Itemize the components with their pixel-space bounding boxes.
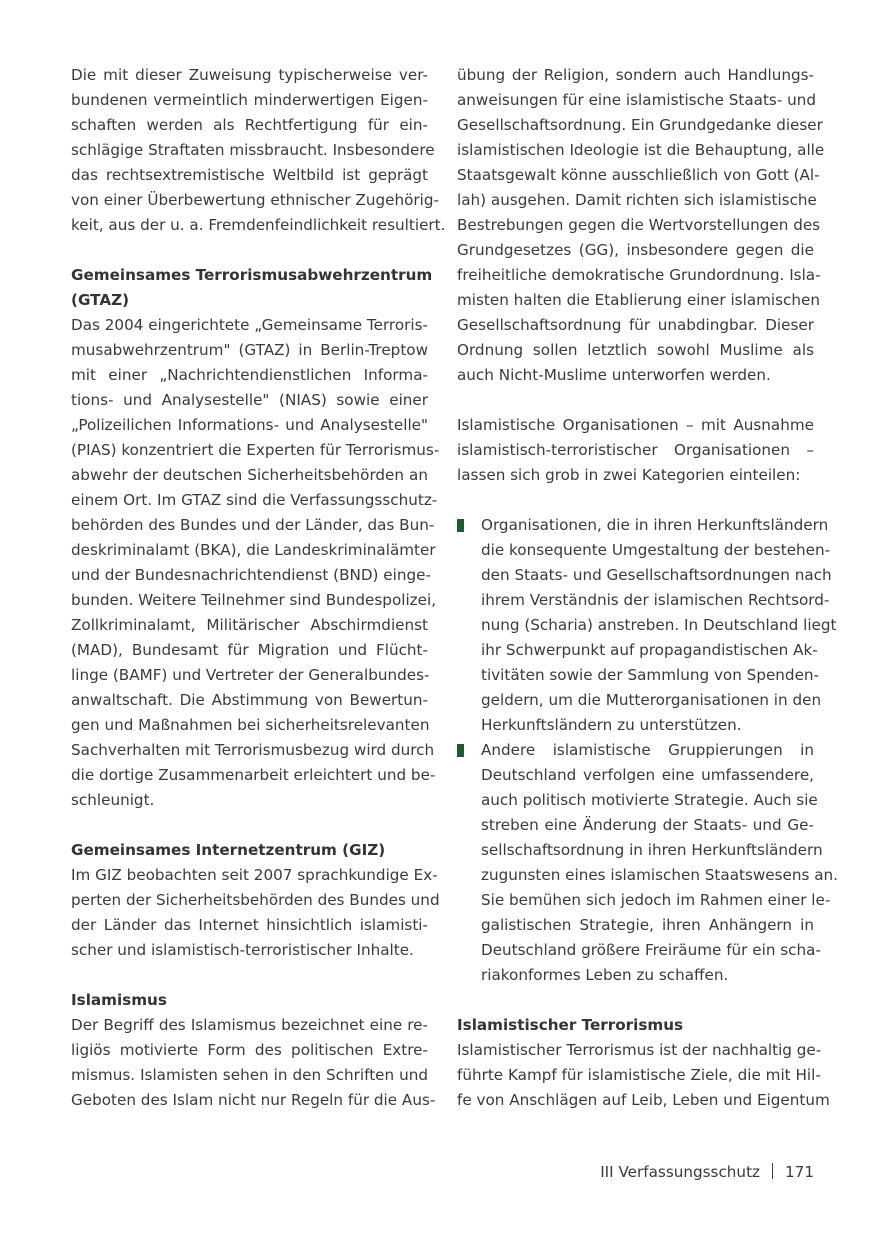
text-line: streben eine Änderung der Staats- und Ge- (481, 816, 814, 834)
text-line: schaften werden als Rechtfertigung für ein- (71, 116, 428, 134)
categories-paragraph (457, 413, 814, 488)
text-line: schleunigt. (71, 791, 155, 809)
text-line: Andere islamistische Gruppierungen in (481, 741, 814, 759)
text-line: linge (BAMF) und Vertreter der Generalbundes- (71, 666, 430, 684)
text-line: auch politisch motivierte Strategie. Auch sie (481, 791, 818, 809)
spacer (457, 988, 814, 1013)
text-line: die konsequente Umgestaltung der bestehen- (481, 541, 831, 559)
footer-divider (772, 1163, 773, 1179)
text-line: (MAD), Bundesamt für Migration und Flücht- (71, 641, 428, 659)
text-line: Herkunftsländern zu unterstützen. (481, 716, 742, 734)
text-line: bunden. Weitere Teilnehmer sind Bundespolizei, (71, 591, 437, 609)
section-heading: Gemeinsames Terrorismusabwehrzentrum (71, 266, 433, 284)
text-line: Im GIZ beobachten seit 2007 sprachkundige Ex- (71, 866, 438, 884)
text-line: und der Bundesnachrichtendienst (BND) einge- (71, 566, 431, 584)
page-number: 171 (785, 1163, 814, 1181)
text-line: Islamistischer Terrorismus ist der nachhaltig ge- (457, 1041, 822, 1059)
text-line: anwaltschaft. Die Abstimmung von Bewertun- (71, 691, 428, 709)
square-bullet-icon (457, 744, 464, 757)
section-heading: Islamistischer Terrorismus (457, 1016, 684, 1034)
text-line: bundenen vermeintlich minderwertigen Eigen- (71, 91, 428, 109)
text-line: „Polizeilichen Informations- und Analysestelle" (71, 416, 428, 434)
text-line: scher und islamistisch-terroristischer Inhalte. (71, 941, 414, 959)
section-heading: Gemeinsames Internetzentrum (GIZ) (71, 841, 386, 859)
text-line: Das 2004 eingerichtete „Gemeinsame Terroris- (71, 316, 428, 334)
text-line: Organisationen, die in ihren Herkunftsländern (481, 516, 829, 534)
text-line: islamistischen Ideologie ist die Behauptung, alle (457, 141, 825, 159)
text-line: gen und Maßnahmen bei sicherheitsrelevanten (71, 716, 430, 734)
text-line: führte Kampf für islamistische Ziele, die mit Hil- (457, 1066, 821, 1084)
text-line: übung der Religion, sondern auch Handlungs- (457, 66, 814, 84)
text-line: geldern, um die Mutterorganisationen in den (481, 691, 822, 709)
text-line: fe von Anschlägen auf Leib, Leben und Eigentum (457, 1091, 830, 1109)
bullet-item (481, 513, 837, 738)
text-line: Gesellschaftsordnung. Ein Grundgedanke dieser (457, 116, 823, 134)
text-line: Geboten des Islam nicht nur Regeln für die Aus- (71, 1091, 436, 1109)
spacer (457, 488, 814, 513)
text-line: ihrem Verständnis der islamischen Rechtsord- (481, 591, 830, 609)
terrorismus-section (457, 1013, 830, 1113)
text-line: behörden des Bundes und der Länder, das Bun- (71, 516, 435, 534)
text-line: deskriminalamt (BKA), die Landeskriminalämter (71, 541, 436, 559)
text-line: keit, aus der u. a. Fremdenfeindlichkeit resultiert. (71, 216, 446, 234)
spacer (71, 238, 428, 263)
text-line: mit einer „Nachrichtendienstlichen Informa- (71, 366, 428, 384)
square-bullet-icon (457, 519, 464, 532)
text-line: das rechtsextremistische Weltbild ist geprägt (71, 166, 428, 184)
spacer (457, 388, 814, 413)
text-line: misten halten die Etablierung einer islamischen (457, 291, 820, 309)
text-line: Gesellschaftsordnung für unabdingbar. Dieser (457, 316, 814, 334)
text-line: von einer Überbewertung ethnischer Zugehörig- (71, 191, 439, 209)
text-line: anweisungen für eine islamistische Staats- und (457, 91, 817, 109)
intro-paragraph (71, 63, 446, 238)
text-line: nung (Scharia) anstreben. In Deutschland liegt (481, 616, 837, 634)
text-line: Deutschland verfolgen eine umfassendere, (481, 766, 814, 784)
text-line: Bestrebungen gegen die Wertvorstellungen des (457, 216, 821, 234)
text-line: mismus. Islamisten sehen in den Schriften und (71, 1066, 428, 1084)
text-line: galistischen Strategie, ihren Anhängern in (481, 916, 814, 934)
text-line: Sachverhalten mit Terrorismusbezug wird durch (71, 741, 435, 759)
text-line: Zollkriminalamt, Militärischer Abschirmdienst (71, 616, 428, 634)
gtaz-section (71, 263, 440, 813)
page-footer (600, 1160, 814, 1185)
text-line: Die mit dieser Zuweisung typischerweise ver- (71, 66, 428, 84)
text-line: Deutschland größere Freiräume für ein scha- (481, 941, 821, 959)
text-line: ihr Schwerpunkt auf propagandistischen Ak- (481, 641, 818, 659)
text-line: tions- und Analysestelle" (NIAS) sowie einer (71, 391, 428, 409)
left-column (71, 63, 446, 1113)
text-line: abwehr der deutschen Sicherheitsbehörden an (71, 466, 428, 484)
islamismus-section (71, 988, 436, 1113)
text-line: lah) ausgehen. Damit richten sich islamistische (457, 191, 817, 209)
text-line: Grundgesetzes (GG), insbesondere gegen die (457, 241, 814, 259)
text-line: (PIAS) konzentriert die Experten für Terrorismus- (71, 441, 440, 459)
text-line: riakonformes Leben zu schaffen. (481, 966, 729, 984)
text-line: auch Nicht-Muslime unterworfen werden. (457, 366, 771, 384)
text-line: einem Ort. Im GTAZ sind die Verfassungsschutz- (71, 491, 438, 509)
text-line: Der Begriff des Islamismus bezeichnet eine re- (71, 1016, 428, 1034)
text-line: sellschaftsordnung in ihren Herkunftsländern (481, 841, 823, 859)
text-line: Sie bemühen sich jedoch im Rahmen einer le- (481, 891, 831, 909)
text-line: die dortige Zusammenarbeit erleichtert und be- (71, 766, 436, 784)
text-line: lassen sich grob in zwei Kategorien einteilen: (457, 466, 801, 484)
spacer (71, 813, 428, 838)
section-heading: (GTAZ) (71, 291, 130, 309)
text-line: freiheitliche demokratische Grundordnung. Isla- (457, 266, 821, 284)
text-line: den Staats- und Gesellschaftsordnungen nach (481, 566, 832, 584)
text-line: perten der Sicherheitsbehörden des Bundes und (71, 891, 440, 909)
text-line: schlägige Straftaten missbraucht. Insbesondere (71, 141, 435, 159)
text-line: Ordnung sollen letztlich sowohl Muslime als (457, 341, 814, 359)
text-line: Staatsgewalt könne ausschließlich von Gott (Al- (457, 166, 820, 184)
text-line: islamistisch-terroristischer Organisationen – (457, 441, 814, 459)
text-line: Islamistische Organisationen – mit Ausnahme (457, 416, 814, 434)
ideology-paragraph (457, 63, 825, 388)
right-column (457, 63, 839, 1113)
bullet-item (481, 738, 839, 988)
text-line: ligiös motivierte Form des politischen Extre- (71, 1041, 428, 1059)
section-heading: Islamismus (71, 991, 167, 1009)
text-line: tivitäten sowie der Sammlung von Spenden- (481, 666, 820, 684)
giz-section (71, 838, 440, 963)
text-line: musabwehrzentrum" (GTAZ) in Berlin-Treptow (71, 341, 428, 359)
footer-section-title: III Verfassungsschutz (600, 1163, 760, 1181)
text-line: zugunsten eines islamischen Staatswesens an. (481, 866, 839, 884)
spacer (71, 963, 428, 988)
text-line: der Länder das Internet hinsichtlich islamisti- (71, 916, 428, 934)
